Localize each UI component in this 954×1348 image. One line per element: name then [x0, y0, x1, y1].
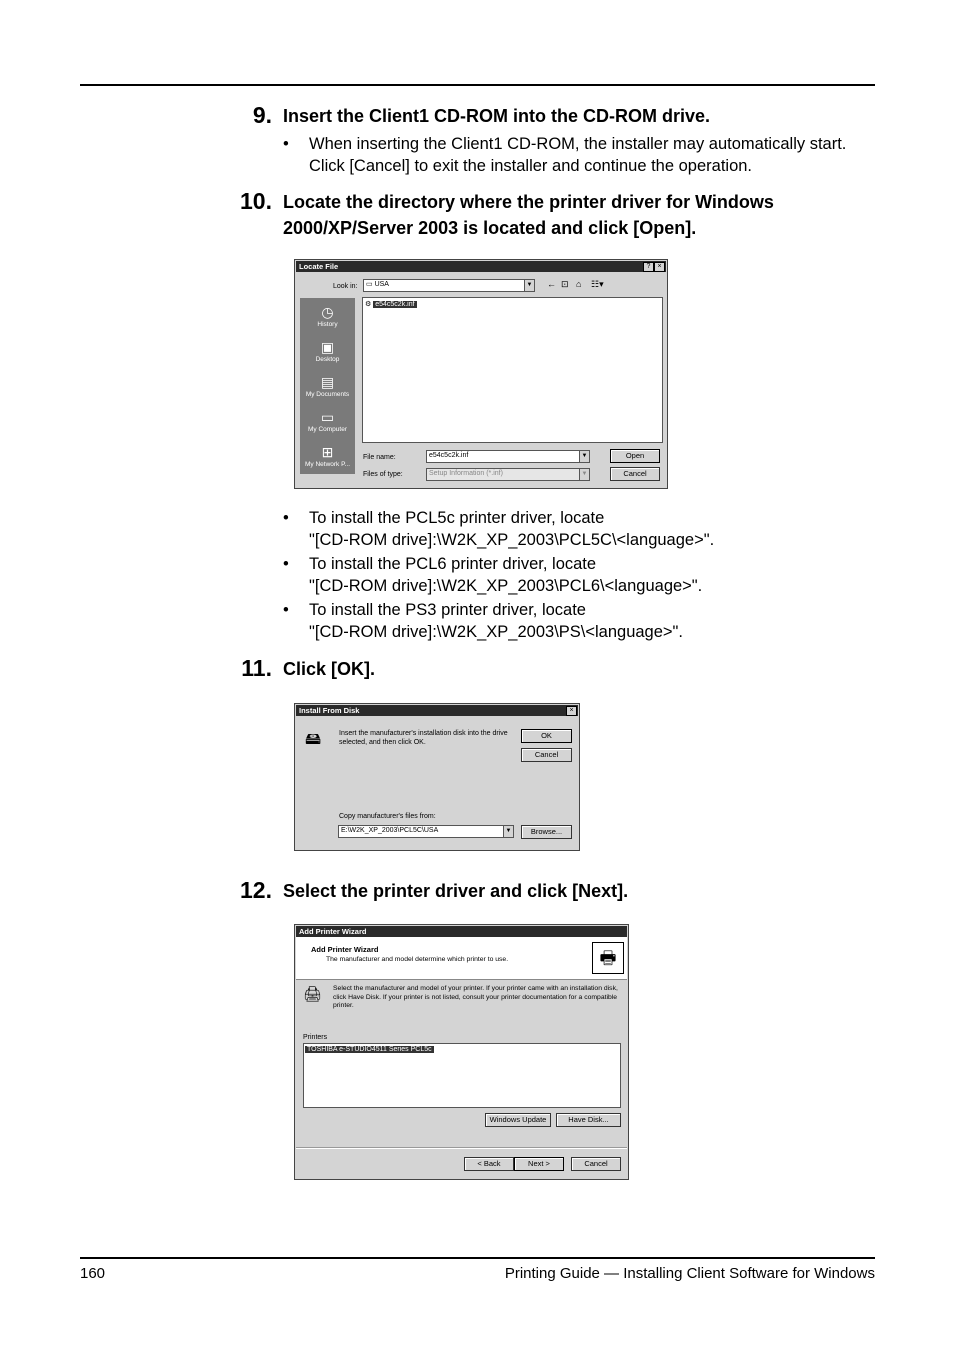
top-rule — [80, 84, 875, 86]
printer-wizard-icon: 🖶 — [592, 942, 624, 974]
place-label: History — [317, 321, 338, 328]
file-name-label: File name: — [363, 454, 396, 461]
bullet-path: "[CD-ROM drive]:\W2K_XP_2003\PS\<language>". — [309, 623, 683, 641]
places-bar — [300, 298, 355, 474]
disk-drive-icon: 🖴 — [305, 731, 322, 748]
open-button[interactable]: Open — [610, 449, 660, 463]
bullet-symbol: • — [283, 135, 289, 153]
step-number: 12. — [240, 877, 272, 903]
chevron-down-icon: ▼ — [524, 280, 534, 291]
new-folder-icon[interactable]: ⌂ — [576, 279, 582, 289]
my-computer-place[interactable] — [300, 409, 355, 434]
back-icon[interactable]: ← — [547, 279, 556, 289]
footer-title: Printing Guide — Installing Client Software for Windows — [504, 1265, 875, 1282]
history-place[interactable] — [300, 304, 355, 329]
desktop-icon: ▣ — [320, 339, 335, 355]
printer-item-label: TOSHIBA e-STUDIO4511 Series PCL5c — [307, 1046, 432, 1053]
locate-file-dialog — [294, 259, 668, 489]
place-label: My Documents — [305, 391, 350, 398]
dialog-title: Add Printer Wizard — [299, 927, 367, 936]
close-icon[interactable]: × — [654, 262, 665, 272]
files-of-type-label: Files of type: — [363, 471, 403, 478]
windows-update-button[interactable]: Windows Update — [485, 1113, 551, 1127]
help-icon[interactable]: ? — [643, 262, 654, 272]
step-text: Click [OK]. — [283, 659, 376, 679]
computer-icon: ▭ — [320, 409, 335, 425]
inf-file-icon: ⚙ — [365, 301, 372, 308]
step-text: Insert the Client1 CD-ROM into the CD-ROM drive. — [283, 106, 711, 126]
step-text: Locate the directory where the printer driver for Windows 2000/XP/Server 2003 is located and click [Open]. — [283, 192, 774, 238]
bullet-text — [309, 507, 869, 551]
bullet-text: When inserting the Client1 CD-ROM, the installer may automatically start. Click [Cancel] to exit the installer and continue the operation. — [309, 135, 847, 175]
files-of-type-value: Setup Information (*.inf) — [429, 470, 503, 477]
copy-from-label: Copy manufacturer's files from: — [339, 813, 436, 820]
file-item-label: e54c5c2k.inf — [375, 301, 415, 308]
look-in-dropdown[interactable] — [363, 279, 535, 292]
dialog-title-bar — [296, 926, 627, 937]
documents-folder-icon: ▤ — [320, 374, 335, 390]
look-in-value: USA — [374, 281, 389, 288]
step-number: 10. — [240, 188, 272, 214]
bullet-path: "[CD-ROM drive]:\W2K_XP_2003\PCL5C\<language>". — [309, 531, 715, 549]
cancel-button[interactable]: Cancel — [571, 1157, 621, 1171]
dialog-title-bar — [296, 705, 578, 716]
bullet-line: To install the PCL6 printer driver, locate — [309, 555, 597, 573]
browse-button[interactable]: Browse... — [521, 825, 572, 839]
bullet-symbol: • — [283, 555, 289, 573]
wizard-heading: Add Printer Wizard — [311, 945, 379, 954]
view-menu-icon[interactable]: ☷▾ — [591, 279, 604, 289]
close-icon[interactable]: × — [566, 706, 577, 716]
wizard-subheading: The manufacturer and model determine which printer to use. — [326, 956, 509, 963]
network-place[interactable] — [300, 444, 355, 469]
dialog-title-bar — [296, 261, 666, 272]
cancel-button[interactable]: Cancel — [610, 467, 660, 481]
history-icon: ◷ — [321, 304, 334, 320]
files-of-type-dropdown[interactable] — [426, 468, 590, 481]
ok-button[interactable]: OK — [521, 729, 572, 743]
printers-list[interactable] — [303, 1043, 621, 1108]
bullet-line: To install the PCL5c printer driver, locate — [309, 509, 605, 527]
back-button[interactable]: < Back — [464, 1157, 514, 1171]
file-name-input[interactable] — [426, 450, 590, 463]
step-text: Select the printer driver and click [Next]. — [283, 881, 629, 901]
step-number: 11. — [241, 655, 272, 681]
add-printer-wizard-dialog — [294, 924, 629, 1180]
bullet-line: To install the PS3 printer driver, locate — [309, 601, 586, 619]
printer-list-item[interactable] — [305, 1045, 434, 1054]
have-disk-button[interactable]: Have Disk... — [556, 1113, 621, 1127]
install-from-disk-dialog — [294, 703, 580, 851]
cancel-button[interactable]: Cancel — [521, 748, 572, 762]
next-button[interactable]: Next > — [514, 1157, 564, 1171]
bottom-rule — [80, 1257, 875, 1259]
place-label: My Network P... — [304, 461, 351, 468]
bullet-symbol: • — [283, 601, 289, 619]
bullet-text — [309, 553, 869, 597]
step-number: 9. — [252, 102, 272, 128]
page-number: 160 — [80, 1265, 106, 1282]
dialog-title: Locate File — [299, 262, 339, 271]
wizard-header — [296, 937, 627, 980]
up-folder-icon[interactable]: ⊡ — [561, 279, 569, 289]
chevron-down-icon: ▼ — [579, 469, 589, 480]
folder-icon: ▭ — [366, 281, 375, 288]
bullet-path: "[CD-ROM drive]:\W2K_XP_2003\PCL6\<language>". — [309, 577, 703, 595]
place-label: My Computer — [307, 426, 347, 433]
chevron-down-icon: ▼ — [503, 826, 513, 837]
look-in-label: Look in: — [333, 283, 358, 290]
chevron-down-icon: ▼ — [579, 451, 589, 462]
network-icon: ⊞ — [321, 444, 334, 460]
file-item[interactable] — [365, 300, 417, 309]
divider — [296, 1147, 627, 1149]
desktop-place[interactable] — [300, 339, 355, 364]
copy-from-value: E:\W2K_XP_2003\PCL5C\USA — [341, 827, 439, 834]
bullet-symbol: • — [283, 509, 289, 527]
copy-from-input[interactable] — [338, 825, 514, 838]
dialog-title: Install From Disk — [299, 706, 360, 715]
place-label: Desktop — [315, 356, 340, 363]
printer-disk-icon: 🖨 — [303, 986, 323, 1003]
file-name-value: e54c5c2k.inf — [429, 452, 469, 459]
bullet-text — [309, 599, 869, 643]
instruction-message: Insert the manufacturer's installation disk into the drive selected, and then click OK. — [339, 730, 508, 746]
file-list[interactable] — [362, 297, 663, 443]
wizard-instructions: Select the manufacturer and model of your printer. If your printer came with an installation disk, click Have Disk. If your printer is not listed, consult your printer documentation for a compatible printer. — [333, 985, 618, 1009]
my-documents-place[interactable] — [300, 374, 355, 399]
printers-label: Printers — [303, 1034, 328, 1041]
